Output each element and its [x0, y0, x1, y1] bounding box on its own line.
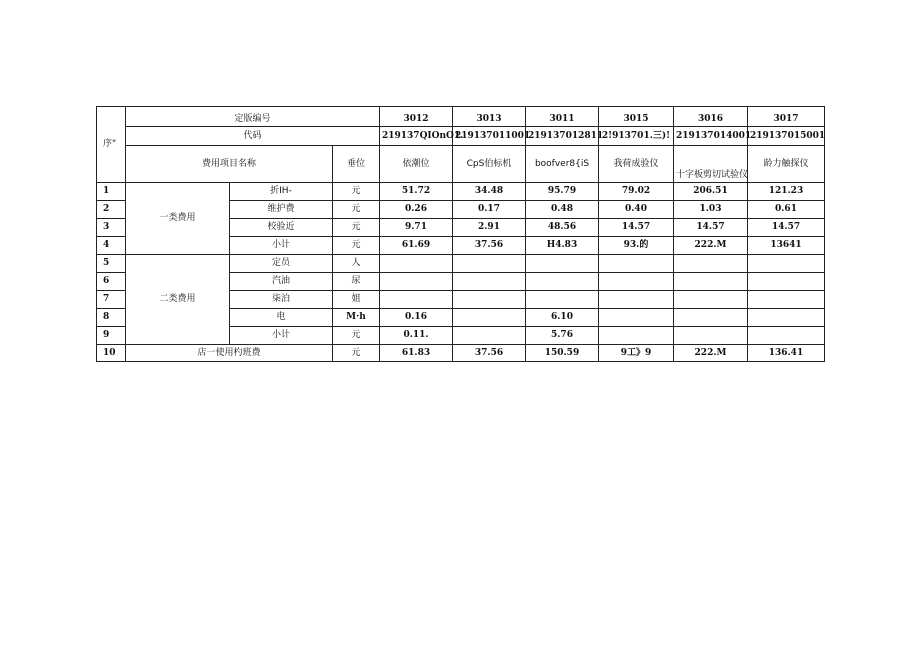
value-cell: 6.10	[526, 309, 599, 327]
row-number: 10	[97, 345, 126, 362]
value-cell: 61.83	[380, 345, 453, 362]
value-cell	[380, 273, 453, 291]
value-cell	[599, 273, 674, 291]
value-cell: 13641	[748, 237, 825, 255]
edition-label: 定版编号	[126, 107, 380, 127]
value-cell: 9.71	[380, 219, 453, 237]
unit-cell: 元	[333, 345, 380, 362]
machine-name-cell: 龄力触探仪	[748, 146, 825, 183]
unit-cell: 尿	[333, 273, 380, 291]
header-row-edition	[97, 107, 825, 127]
value-cell	[674, 273, 748, 291]
value-cell: 0.48	[526, 201, 599, 219]
row-number: 4	[97, 237, 126, 255]
value-cell	[674, 309, 748, 327]
item-name-label: 费用项目名称	[126, 146, 333, 183]
row-number: 2	[97, 201, 126, 219]
value-cell	[453, 327, 526, 345]
value-cell	[748, 255, 825, 273]
unit-cell: 元	[333, 219, 380, 237]
value-cell	[526, 291, 599, 309]
item-name: 汽油	[230, 273, 333, 291]
value-cell	[453, 273, 526, 291]
value-cell: 136.41	[748, 345, 825, 362]
value-cell	[599, 309, 674, 327]
value-cell	[674, 291, 748, 309]
unit-cell: 元	[333, 201, 380, 219]
value-cell	[526, 273, 599, 291]
value-cell	[748, 327, 825, 345]
code-label: 代码	[126, 127, 380, 146]
row-number: 8	[97, 309, 126, 327]
machine-name-cell: 依潮位	[380, 146, 453, 183]
value-cell: 121.23	[748, 183, 825, 201]
value-cell: 206.51	[674, 183, 748, 201]
value-cell: 61.69	[380, 237, 453, 255]
value-cell: 0.26	[380, 201, 453, 219]
value-cell	[748, 273, 825, 291]
table-row-total	[97, 345, 825, 362]
unit-cell: 姐	[333, 291, 380, 309]
machine-name-cell: 我荷成验仪	[599, 146, 674, 183]
unit-label: 垂位	[333, 146, 380, 183]
row-number: 5	[97, 255, 126, 273]
machine-cost-table	[96, 106, 825, 362]
value-cell	[674, 255, 748, 273]
value-cell: 79.02	[599, 183, 674, 201]
value-cell: H4.83	[526, 237, 599, 255]
value-cell	[599, 291, 674, 309]
row-number: 1	[97, 183, 126, 201]
table-row	[97, 255, 825, 273]
code-cell: 219137012811	[526, 127, 599, 146]
value-cell: 93.的	[599, 237, 674, 255]
value-cell	[453, 255, 526, 273]
code-cell: 219137015001	[748, 127, 825, 146]
item-name: 小计	[230, 237, 333, 255]
value-cell: 0.61	[748, 201, 825, 219]
value-cell: 34.48	[453, 183, 526, 201]
header-row-name	[97, 146, 825, 183]
code-cell: 2!913701.三)!	[599, 127, 674, 146]
value-cell	[599, 255, 674, 273]
value-cell: 0.17	[453, 201, 526, 219]
value-cell	[674, 327, 748, 345]
item-name: 柒泊	[230, 291, 333, 309]
value-cell	[748, 291, 825, 309]
value-cell: 51.72	[380, 183, 453, 201]
row-number: 3	[97, 219, 126, 237]
value-cell: 1.03	[674, 201, 748, 219]
value-cell: 14.57	[748, 219, 825, 237]
item-name: 折IH-	[230, 183, 333, 201]
item-name: 定员	[230, 255, 333, 273]
item-name: 小计	[230, 327, 333, 345]
edition-cell: 3017	[748, 107, 825, 127]
value-cell: 222.M	[674, 237, 748, 255]
total-label: 店一使用杓班费	[126, 345, 333, 362]
code-cell: 219137014001	[674, 127, 748, 146]
item-name: 维护费	[230, 201, 333, 219]
value-cell: 37.56	[453, 237, 526, 255]
header-row-code	[97, 127, 825, 146]
table-row	[97, 183, 825, 201]
value-cell	[526, 255, 599, 273]
value-cell: 9工》9	[599, 345, 674, 362]
edition-cell: 3015	[599, 107, 674, 127]
machine-name-cell: CpS伯标机	[453, 146, 526, 183]
edition-cell: 3011	[526, 107, 599, 127]
unit-cell: M·h	[333, 309, 380, 327]
value-cell: 0.11.	[380, 327, 453, 345]
value-cell	[748, 309, 825, 327]
value-cell	[453, 309, 526, 327]
unit-cell: 元	[333, 327, 380, 345]
value-cell: 5.76	[526, 327, 599, 345]
unit-cell: 元	[333, 237, 380, 255]
class2-label: 二类费用	[126, 255, 230, 345]
value-cell: 0.16	[380, 309, 453, 327]
row-number: 7	[97, 291, 126, 309]
value-cell: 95.79	[526, 183, 599, 201]
value-cell	[453, 291, 526, 309]
value-cell: 0.40	[599, 201, 674, 219]
value-cell	[380, 255, 453, 273]
code-cell: 219137QIOnO1.	[380, 127, 453, 146]
item-name: 校验近	[230, 219, 333, 237]
row-number: 9	[97, 327, 126, 345]
value-cell: 2.91	[453, 219, 526, 237]
value-cell	[599, 327, 674, 345]
machine-name-cell: boofver8{iS	[526, 146, 599, 183]
value-cell: 150.59	[526, 345, 599, 362]
machine-name-cell: 十字板剪切试验仪	[674, 146, 748, 183]
value-cell: 14.57	[599, 219, 674, 237]
seq-header: 序"	[97, 107, 126, 183]
value-cell: 14.57	[674, 219, 748, 237]
edition-cell: 3012	[380, 107, 453, 127]
unit-cell: 人	[333, 255, 380, 273]
value-cell: 48.56	[526, 219, 599, 237]
code-cell: 219137011001	[453, 127, 526, 146]
value-cell: 37.56	[453, 345, 526, 362]
edition-cell: 3016	[674, 107, 748, 127]
unit-cell: 元	[333, 183, 380, 201]
class1-label: 一类费用	[126, 183, 230, 255]
value-cell: 222.M	[674, 345, 748, 362]
item-name: 电	[230, 309, 333, 327]
value-cell	[380, 291, 453, 309]
edition-cell: 3013	[453, 107, 526, 127]
row-number: 6	[97, 273, 126, 291]
